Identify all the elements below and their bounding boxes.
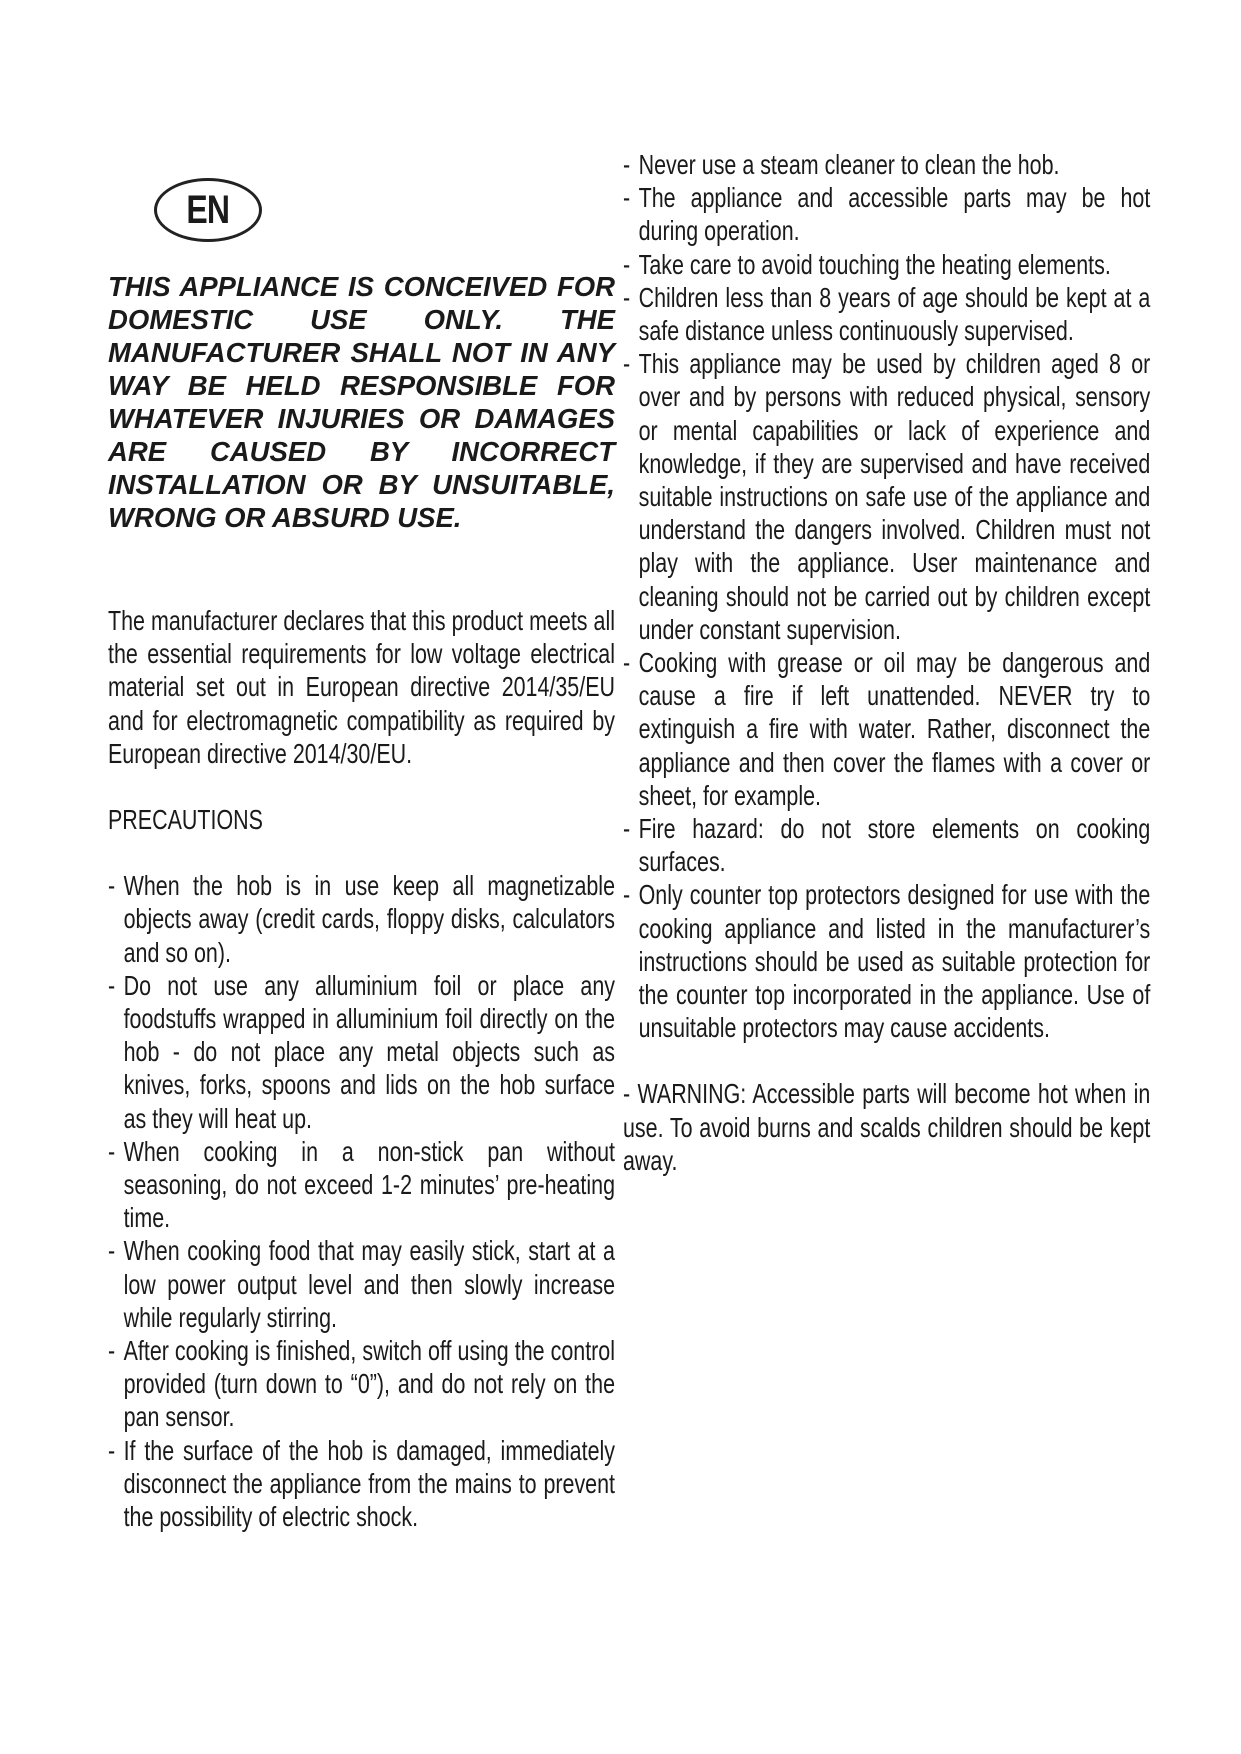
list-item-text: When the hob is in use keep all magnetizable objects away (credit cards, floppy disks, calculators and so on). bbox=[123, 870, 615, 968]
list-item bbox=[623, 646, 1150, 812]
bullet-dash: - bbox=[108, 969, 116, 1001]
list-item bbox=[108, 969, 615, 1135]
bullet-dash: - bbox=[623, 813, 631, 845]
warning-paragraph: - WARNING: Accessible parts will become hot when in use. To avoid burns and scalds children should be kept away. bbox=[623, 1078, 1151, 1176]
bullet-dash: - bbox=[623, 281, 631, 313]
precautions-list-right bbox=[623, 148, 1150, 1044]
list-item bbox=[623, 878, 1150, 1044]
list-item bbox=[623, 281, 1150, 347]
list-item-text: Only counter top protectors designed for use with the cooking appliance and listed in the manufacturer’s instructions should be used as suitable protection for the counter top incorporated in the appliance. Use of unsuitable protectors may cause accidents. bbox=[638, 879, 1151, 1044]
list-item bbox=[108, 1234, 615, 1334]
precautions-title: PRECAUTIONS bbox=[108, 804, 263, 836]
bullet-dash: - bbox=[623, 149, 631, 180]
list-item bbox=[623, 812, 1150, 878]
bullet-dash: - bbox=[108, 1235, 116, 1267]
bullet-dash: - bbox=[623, 647, 631, 679]
left-column bbox=[108, 604, 615, 1533]
bullet-dash: - bbox=[623, 182, 631, 214]
list-item bbox=[108, 1334, 615, 1434]
list-item-text: This appliance may be used by children aged 8 or over and by persons with reduced physical, sensory or mental capabilities or lack of experience and knowledge, if they are supervised and have received suitable instructions on safe use of the appliance and understand the dangers involved. Children must not play with the appliance. User maintenance and cleaning should not be carried out by children except under constant supervision. bbox=[638, 348, 1151, 645]
list-item-text: Children less than 8 years of age should be kept at a safe distance unless continuously supervised. bbox=[638, 281, 1151, 347]
language-badge-en: EN bbox=[154, 178, 262, 242]
list-item-text: When cooking food that may easily stick, start at a low power output level and then slowly increase while regularly stirring. bbox=[123, 1235, 615, 1333]
bullet-dash: - bbox=[108, 1335, 116, 1367]
declaration-paragraph: The manufacturer declares that this product meets all the essential requirements for low voltage electrical material set out in European directive 2014/35/EU and for electromagnetic compatibility as required by European directive 2014/30/EU. bbox=[108, 605, 615, 769]
bullet-dash: - bbox=[623, 348, 631, 380]
list-item-text: Fire hazard: do not store elements on cooking surfaces. bbox=[638, 813, 1151, 878]
precautions-list-left bbox=[108, 869, 615, 1533]
list-item-text: Never use a steam cleaner to clean the hob. bbox=[638, 149, 1060, 180]
list-item-text: The appliance and accessible parts may be hot during operation. bbox=[638, 182, 1151, 247]
disclaimer-heading: THIS APPLIANCE IS CONCEIVED FOR DOMESTIC USE ONLY. THE MANUFACTURER SHALL NOT IN ANY WAY BE HELD RESPONSIBLE FOR WHATEVER INJURIES OR DAMAGES ARE CAUSED BY INCORRECT INSTALLATION OR BY UNSUITABLE, WRONG OR ABSURD USE. bbox=[108, 271, 615, 533]
list-item bbox=[108, 869, 615, 969]
list-item-text: If the surface of the hob is damaged, immediately disconnect the appliance from the mains to prevent the possibility of electric shock. bbox=[123, 1434, 615, 1533]
list-item-text: Take care to avoid touching the heating elements. bbox=[638, 248, 1111, 280]
bullet-dash: - bbox=[108, 1434, 116, 1466]
list-item bbox=[623, 181, 1150, 247]
list-item-text: Cooking with grease or oil may be dangerous and cause a fire if left unattended. NEVER try to extinguish a fire with water. Rather, disconnect the appliance and then cover the flames with a cover or sheet, for example. bbox=[638, 647, 1151, 811]
list-item-text: Do not use any alluminium foil or place any foodstuffs wrapped in alluminium foil directly on the hob - do not place any metal objects such as knives, forks, spoons and lids on the hob surface as they will heat up. bbox=[123, 969, 615, 1134]
list-item bbox=[108, 1135, 615, 1235]
bullet-dash: - bbox=[108, 1135, 116, 1167]
right-column bbox=[623, 148, 1150, 1177]
bullet-dash: - bbox=[623, 248, 631, 280]
list-item bbox=[623, 248, 1150, 281]
list-item bbox=[623, 347, 1150, 646]
bullet-dash: - bbox=[623, 879, 631, 911]
list-item bbox=[108, 1434, 615, 1534]
bullet-dash: - bbox=[108, 870, 116, 902]
list-item-text: After cooking is finished, switch off using the control provided (turn down to “0”), and do not rely on the pan sensor. bbox=[123, 1335, 615, 1433]
list-item bbox=[623, 148, 1150, 181]
list-item-text: When cooking in a non-stick pan without seasoning, do not exceed 1-2 minutes’ pre-heating time. bbox=[123, 1135, 615, 1234]
